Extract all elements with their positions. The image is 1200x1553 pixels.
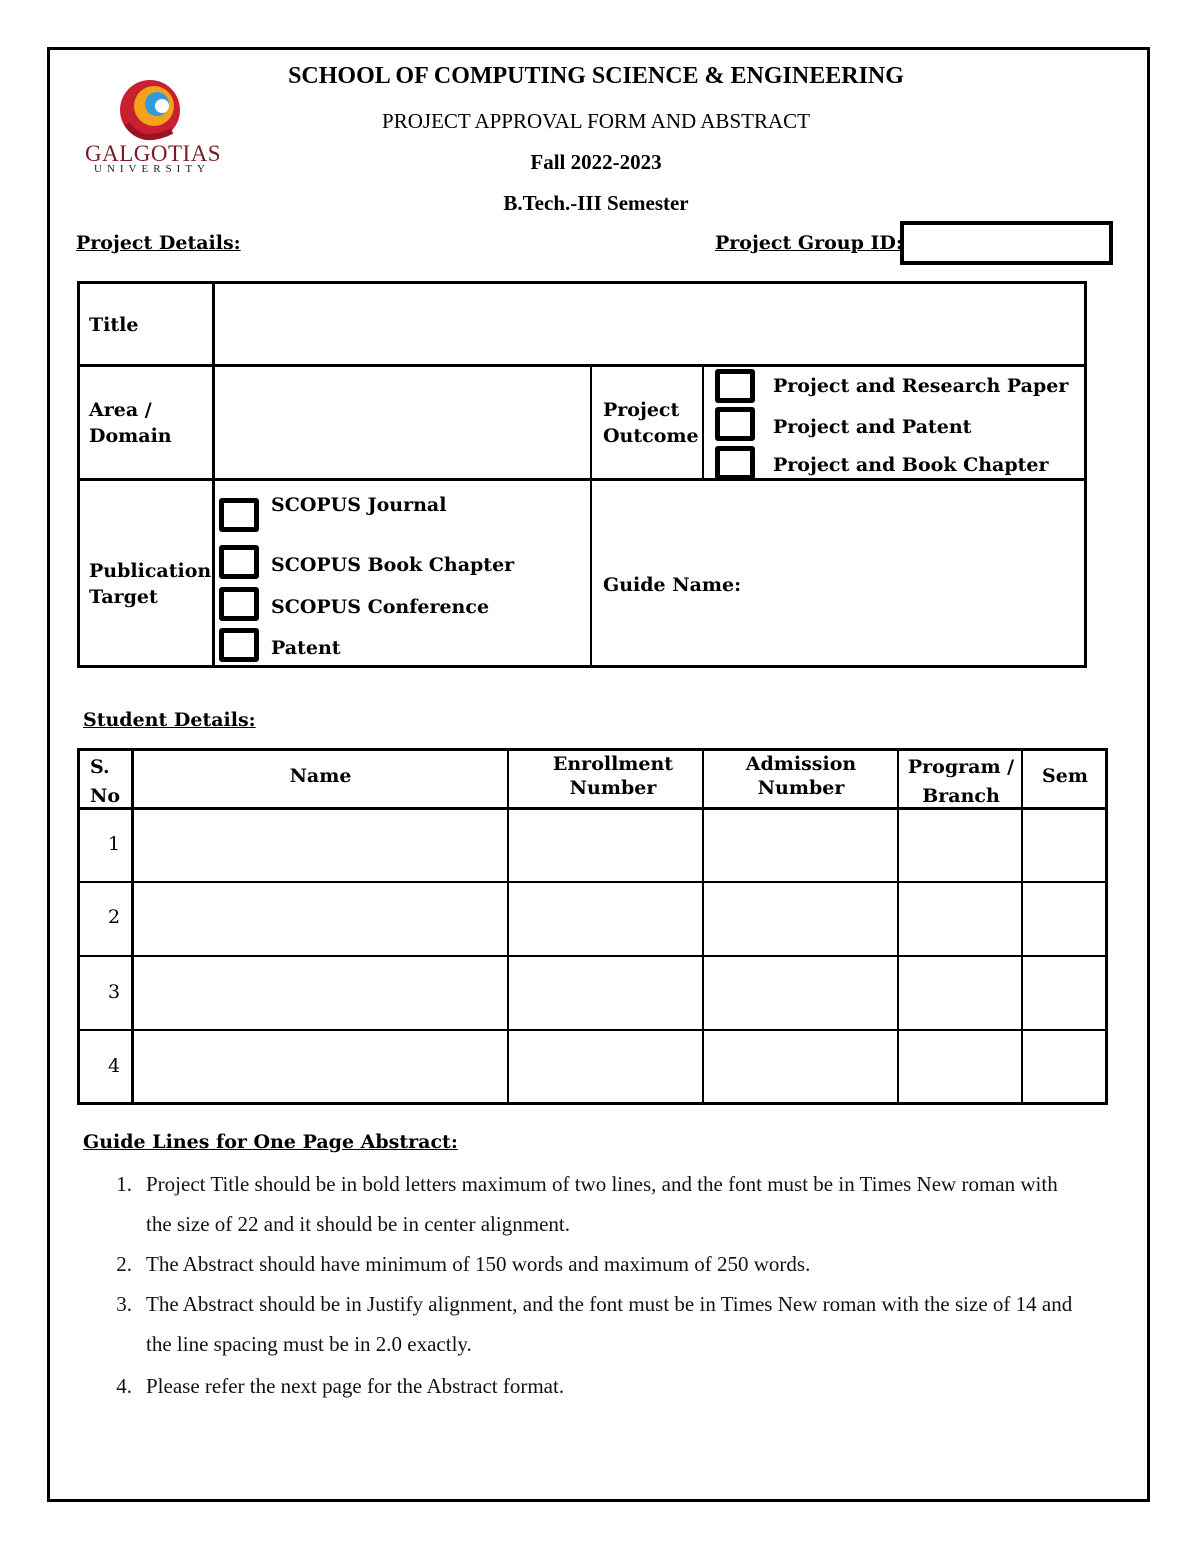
row-number: 2 xyxy=(107,906,121,928)
student-details-label: Student Details: xyxy=(83,709,256,731)
row-number: 4 xyxy=(107,1055,121,1077)
publication-checkbox-conference[interactable] xyxy=(219,587,259,621)
title-field[interactable] xyxy=(218,286,1082,362)
area-domain-label: Area / Domain xyxy=(89,399,172,447)
form-title: PROJECT APPROVAL FORM AND ABSTRACT xyxy=(382,109,810,133)
outcome-checkbox-research-paper[interactable] xyxy=(715,369,755,403)
row-number: 3 xyxy=(107,981,121,1003)
guideline-number: 3. xyxy=(116,1292,132,1316)
publication-option-label: SCOPUS Conference xyxy=(271,596,490,618)
guideline-text: Please refer the next page for the Abstract format. xyxy=(146,1374,565,1398)
school-heading: SCHOOL OF COMPUTING SCIENCE & ENGINEERING xyxy=(288,63,904,89)
column-header-sem: Sem xyxy=(1042,765,1088,787)
guide-name-field[interactable] xyxy=(740,560,1080,600)
outcome-option-label: Project and Research Paper xyxy=(773,375,1069,397)
guideline-text: The Abstract should have minimum of 150 words and maximum of 250 words. xyxy=(146,1252,811,1276)
guideline-item xyxy=(110,1164,1090,1244)
term-label: Fall 2022-2023 xyxy=(530,150,662,174)
guidelines-label: Guide Lines for One Page Abstract: xyxy=(83,1131,458,1153)
guideline-text: Project Title should be in bold letters maximum of two lines, and the font must be in Times New roman with the size of 22 and it should be in center alignment. xyxy=(146,1172,1058,1236)
title-label: Title xyxy=(89,314,139,336)
guideline-item xyxy=(110,1244,1090,1284)
publication-option-label: SCOPUS Book Chapter xyxy=(271,554,515,576)
semester-label: B.Tech.-III Semester xyxy=(503,191,689,215)
logo-wordmark: GALGOTIAS xyxy=(85,141,222,166)
column-header-admission: Admission Number xyxy=(745,753,857,799)
project-outcome-label: Project Outcome xyxy=(603,399,699,447)
guideline-item xyxy=(110,1366,1090,1406)
publication-checkbox-patent[interactable] xyxy=(219,628,259,662)
outcome-checkbox-book-chapter[interactable] xyxy=(715,446,755,480)
row-number: 1 xyxy=(107,833,121,855)
publication-target-label: Publication Target xyxy=(89,560,212,608)
guide-name-label: Guide Name: xyxy=(603,574,742,596)
area-domain-field[interactable] xyxy=(218,369,586,477)
column-header-program: Program / Branch xyxy=(907,756,1015,807)
publication-checkbox-journal[interactable] xyxy=(219,498,259,532)
guideline-number: 4. xyxy=(116,1374,132,1398)
outcome-option-label: Project and Book Chapter xyxy=(773,454,1049,476)
publication-option-label: SCOPUS Journal xyxy=(271,494,447,516)
outcome-option-label: Project and Patent xyxy=(773,416,972,438)
column-header-sno: S. No xyxy=(90,756,121,807)
guideline-number: 1. xyxy=(116,1172,132,1196)
logo-subtitle: UNIVERSITY xyxy=(94,163,210,175)
project-group-id-label: Project Group ID: xyxy=(715,232,903,254)
guideline-text: The Abstract should be in Justify alignment, and the font must be in Times New roman with the size of 14 and the line spacing must be in 2.0 exactly. xyxy=(146,1292,1073,1356)
publication-option-label: Patent xyxy=(271,637,341,659)
guideline-number: 2. xyxy=(116,1252,132,1276)
outcome-checkbox-patent[interactable] xyxy=(715,407,755,441)
column-header-name: Name xyxy=(289,765,352,787)
project-details-label: Project Details: xyxy=(76,232,241,254)
project-group-id-input[interactable] xyxy=(900,221,1113,265)
publication-checkbox-book-chapter[interactable] xyxy=(219,545,259,579)
guideline-item xyxy=(110,1284,1090,1364)
column-header-enrollment: Enrollment Number xyxy=(552,753,674,799)
